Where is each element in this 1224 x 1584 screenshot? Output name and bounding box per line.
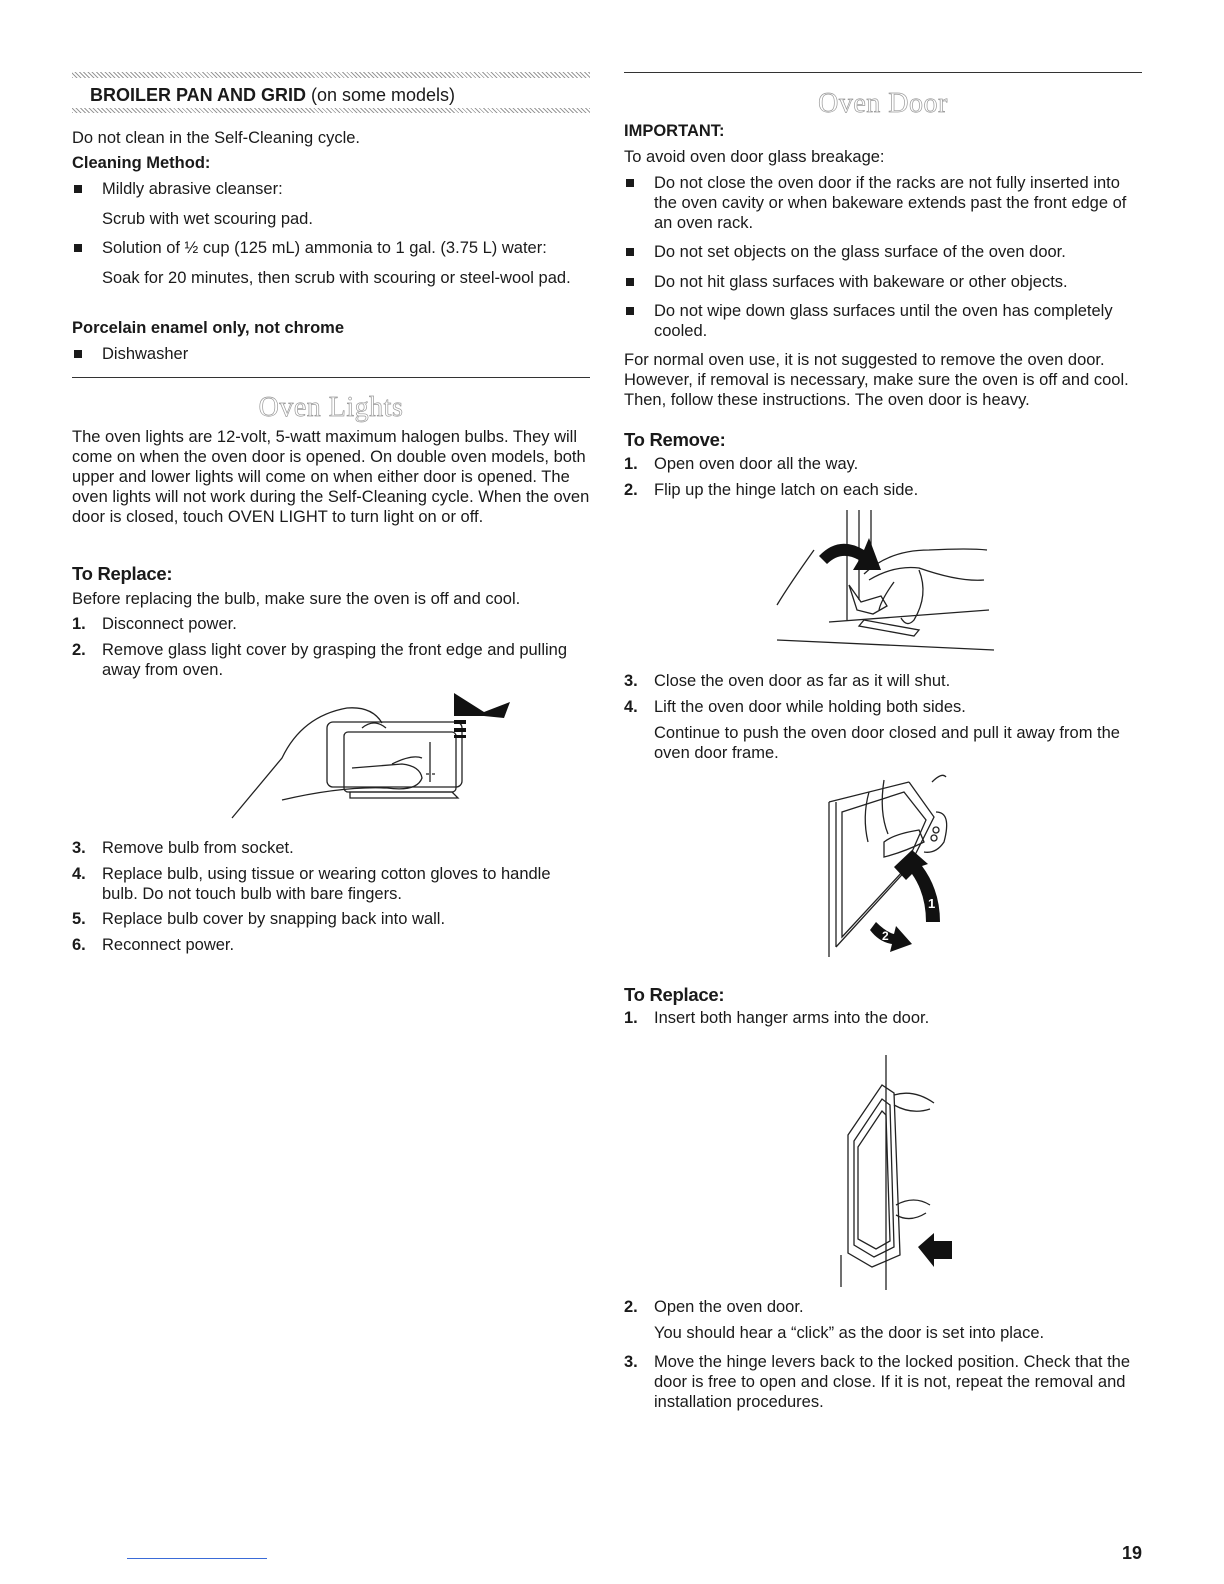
broiler-header-top-rule — [72, 72, 590, 78]
hinge-latch-illustration — [769, 510, 999, 655]
broiler-item-ammonia-sub: Soak for 20 minutes, then scrub with scouring or steel-wool pad. — [102, 269, 571, 287]
oven-lights-replace-heading: To Replace: — [72, 563, 173, 584]
important-label: IMPORTANT: — [624, 122, 725, 140]
cleaning-method-label: Cleaning Method: — [72, 154, 211, 172]
oven-lights-replace-intro: Before replacing the bulb, make sure the oven is off and cool. — [72, 590, 521, 608]
oven-lights-rule — [72, 377, 590, 378]
pull-away-arrow-icon — [870, 922, 912, 952]
broiler-item-dishwasher: Dishwasher — [72, 344, 590, 364]
hanger-arms-illustration — [834, 1055, 954, 1293]
step-text: Remove glass light cover by grasping the front edge and pulling away from oven. — [102, 641, 568, 679]
step-text: Flip up the hinge latch on each side. — [654, 481, 919, 499]
step-number: 3. — [72, 839, 86, 857]
step-number: 2. — [72, 641, 86, 659]
porcelain-label: Porcelain enamel only, not chrome — [72, 319, 345, 337]
step-number: 2. — [624, 1298, 638, 1316]
broiler-heading — [90, 85, 455, 105]
light-step-3 — [72, 838, 590, 858]
step-number: 1. — [624, 1009, 638, 1027]
important-intro: To avoid oven door glass breakage: — [624, 148, 885, 166]
step-text: Lift the oven door while holding both sides. — [654, 698, 966, 716]
step-number: 3. — [624, 1353, 638, 1371]
pull-arrow-icon — [454, 693, 510, 738]
remove-step-4 — [624, 697, 1142, 717]
light-step-6 — [72, 935, 590, 955]
figure-label-1: 1 — [928, 896, 936, 911]
hinge-latch — [849, 585, 887, 614]
light-step-5 — [72, 909, 590, 929]
replace-step-2 — [624, 1297, 1142, 1317]
page-number: 19 — [1121, 1543, 1142, 1563]
replace-step-3 — [624, 1352, 1142, 1412]
light-cover-front — [344, 732, 456, 792]
warning-cooled: Do not wipe down glass surfaces until the oven has completely cooled. — [624, 301, 1142, 341]
oven-door-replace-heading: To Replace: — [624, 984, 725, 1005]
light-cover-illustration — [222, 688, 522, 828]
step-text: Close the oven door as far as it will shut. — [654, 672, 951, 690]
door-lift-illustration — [824, 772, 964, 960]
step-text: Remove bulb from socket. — [102, 839, 294, 857]
warning-racks: Do not close the oven door if the racks are not fully inserted into the oven cavity or when bakeware extends past the front edge of an oven rack. — [624, 173, 1142, 233]
step-text: Disconnect power. — [102, 615, 237, 633]
step-number: 2. — [624, 481, 638, 499]
step-text: Open oven door all the way. — [654, 455, 859, 473]
step-text: Move the hinge levers back to the locked position. Check that the door is free to open and close. If it is not, repeat the removal and installation procedures. — [654, 1353, 1131, 1411]
broiler-header-bottom-rule — [72, 108, 590, 113]
broiler-heading-normal: (on some models) — [306, 85, 456, 105]
replace-step-2-sub: You should hear a “click” as the door is set into place. — [654, 1324, 1045, 1342]
broiler-item-cleanser-sub: Scrub with wet scouring pad. — [102, 210, 313, 228]
lift-arrow-icon — [894, 850, 940, 922]
step-number: 1. — [624, 455, 638, 473]
step-number: 3. — [624, 672, 638, 690]
remove-step-1 — [624, 454, 1142, 474]
oven-lights-description: The oven lights are 12-volt, 5-watt maximum halogen bulbs. They will come on when the oven door is opened. On double oven models, both upper and lower lights will come on when either door is opened. The oven lights will not work during the Self-Cleaning cycle. When the oven door is closed, touch OVEN LIGHT to turn light on or off. — [72, 428, 590, 526]
remove-step-3 — [624, 671, 1142, 691]
step-number: 4. — [72, 865, 86, 883]
step-text: Reconnect power. — [102, 936, 235, 954]
light-step-2 — [72, 640, 590, 680]
normal-use-note: For normal oven use, it is not suggested to remove the oven door. However, if removal is necessary, make sure the oven is off and cool. Then, follow these instructions. The oven door is heavy. — [624, 351, 1129, 409]
broiler-item-cleanser: Mildly abrasive cleanser: — [72, 179, 590, 199]
remove-step-4-sub: Continue to push the oven door closed and pull it away from the oven door frame. — [654, 724, 1120, 762]
step-number: 5. — [72, 910, 86, 928]
broiler-intro: Do not clean in the Self-Cleaning cycle. — [72, 129, 360, 147]
step-text: Replace bulb cover by snapping back into wall. — [102, 910, 446, 928]
insert-arrow-icon — [918, 1233, 952, 1267]
figure-label-2: 2 — [882, 929, 889, 943]
flip-arrow-icon — [819, 538, 881, 570]
step-text: Replace bulb, using tissue or wearing cotton gloves to handle bulb. Do not touch bulb with bare fingers. — [102, 865, 551, 903]
step-number: 4. — [624, 698, 638, 716]
replace-step-1 — [624, 1008, 1142, 1028]
light-step-1 — [72, 614, 590, 634]
step-number: 1. — [72, 615, 86, 633]
oven-door-title: Oven Door — [818, 88, 948, 119]
step-text: Open the oven door. — [654, 1298, 804, 1316]
oven-door-rule — [624, 72, 1142, 73]
oven-door-remove-heading: To Remove: — [624, 429, 726, 450]
oven-lights-title: Oven Lights — [258, 392, 404, 423]
warning-bakeware: Do not hit glass surfaces with bakeware or other objects. — [624, 272, 1142, 292]
step-number: 6. — [72, 936, 86, 954]
broiler-item-ammonia: Solution of ½ cup (125 mL) ammonia to 1 gal. (3.75 L) water: — [72, 238, 590, 258]
footer-link-line — [127, 1558, 267, 1559]
remove-step-2 — [624, 480, 1142, 500]
broiler-heading-bold: BROILER PAN AND GRID — [90, 85, 306, 105]
warning-objects: Do not set objects on the glass surface of the oven door. — [624, 242, 1142, 262]
light-step-4 — [72, 864, 590, 904]
step-text: Insert both hanger arms into the door. — [654, 1009, 930, 1027]
